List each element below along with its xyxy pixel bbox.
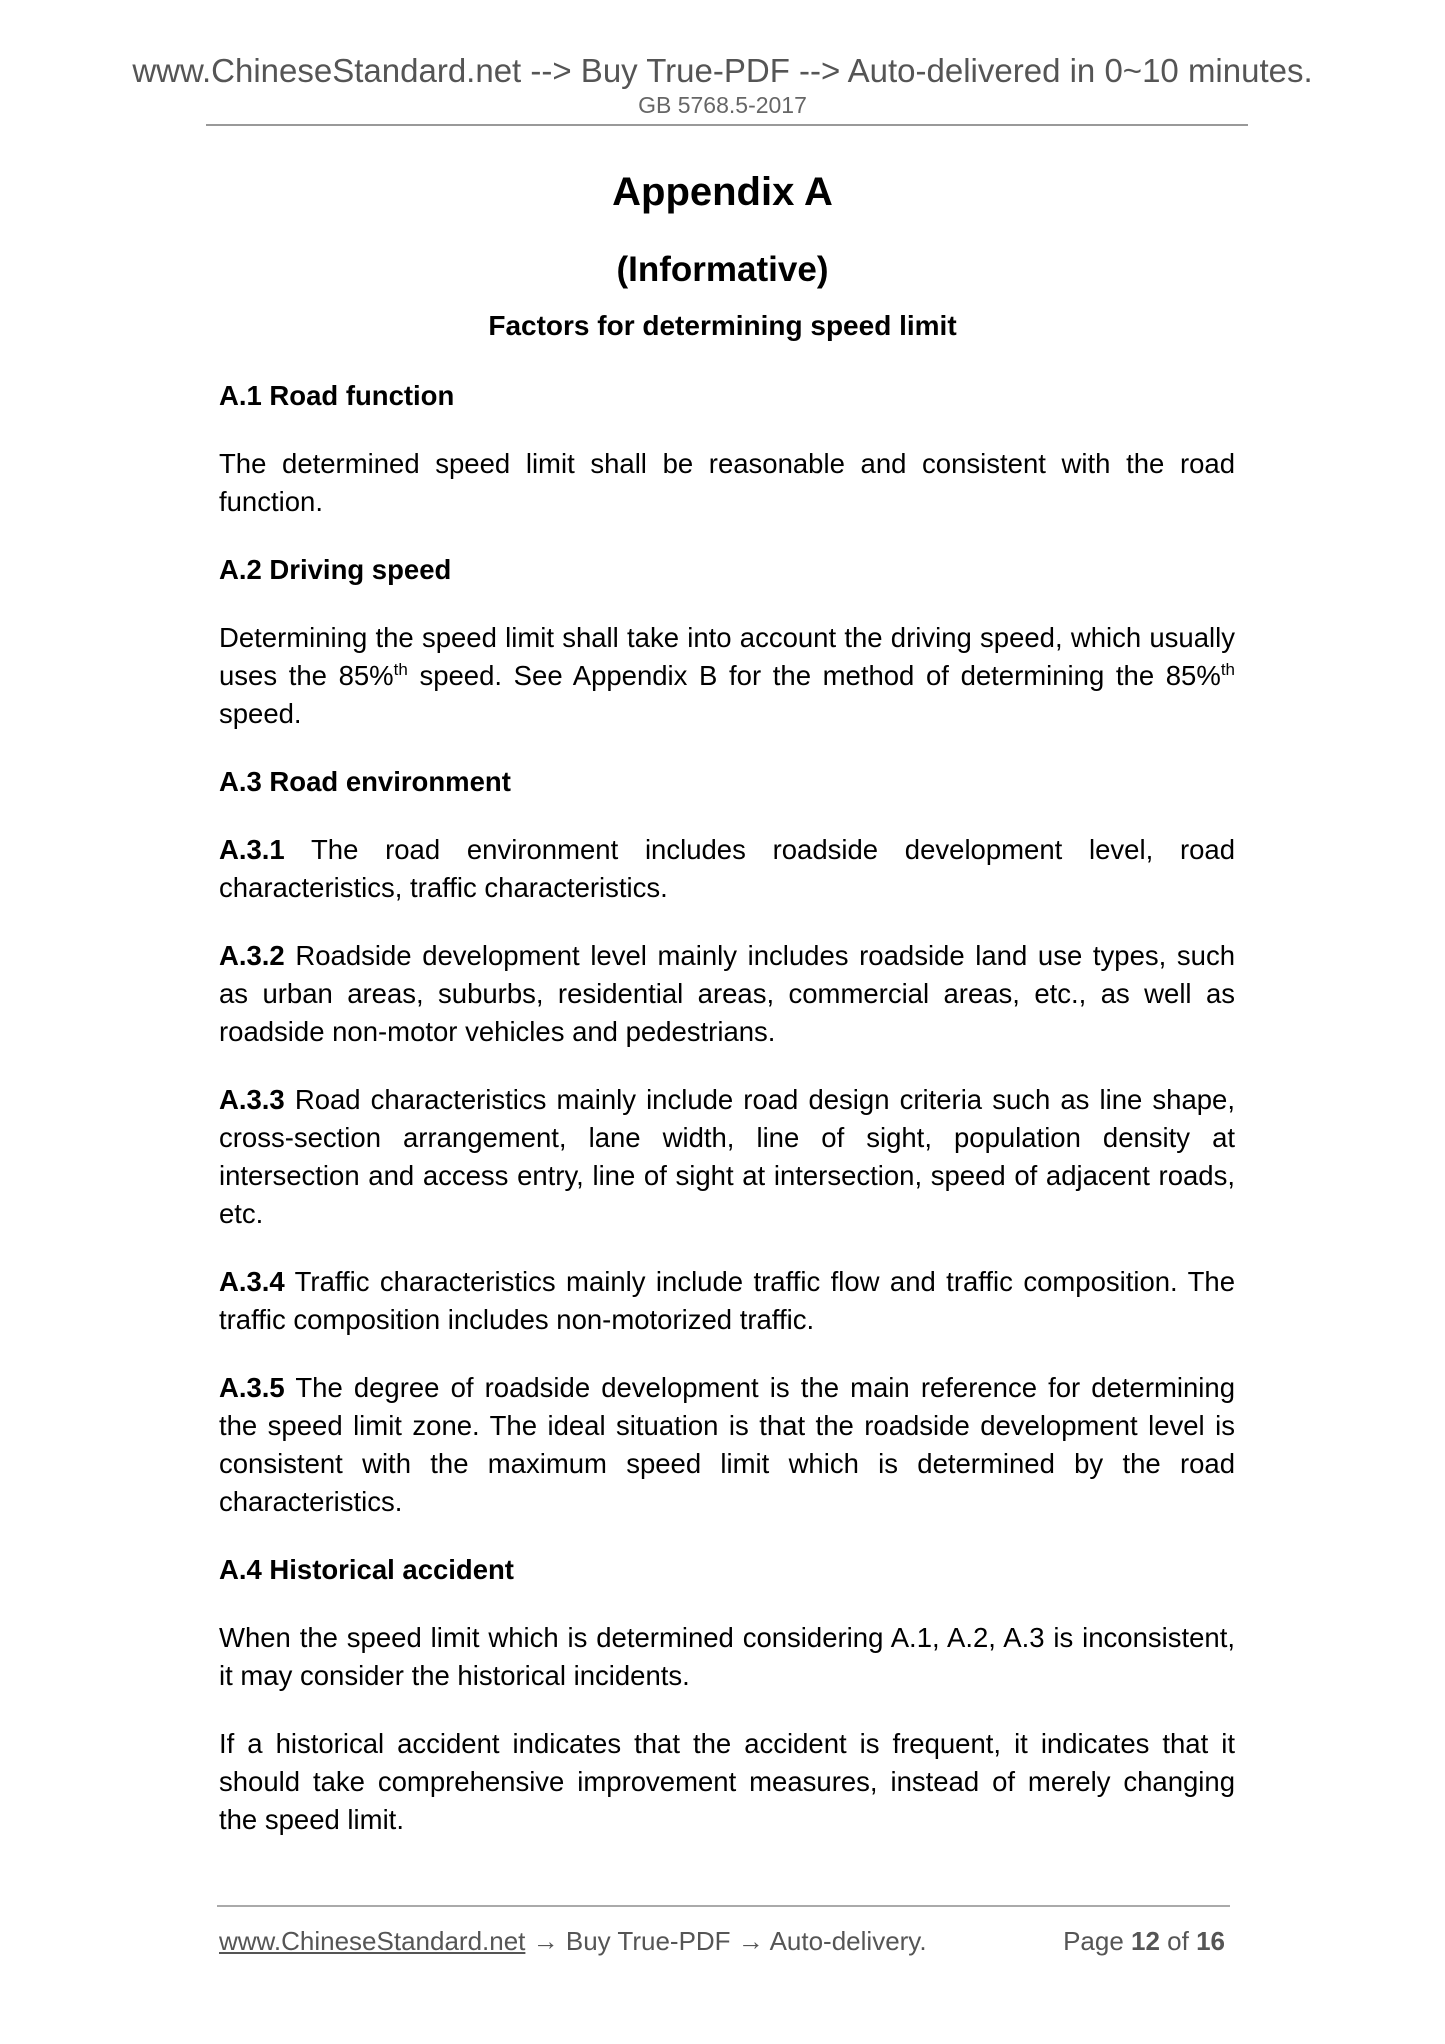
section-heading-a3: A.3 Road environment bbox=[219, 766, 511, 797]
text-run: speed. See Appendix B for the method of determining the 85% bbox=[407, 660, 1221, 691]
text-run: Determining the speed limit shall take into account the driving speed, which usually uses the 85% bbox=[219, 622, 1235, 691]
superscript: th bbox=[393, 659, 408, 679]
standard-number: GB 5768.5-2017 bbox=[638, 92, 807, 118]
page-label: Page bbox=[1063, 1926, 1132, 1956]
section-heading-a1: A.1 Road function bbox=[219, 380, 455, 411]
paragraph-a4-1: When the speed limit which is determined considering A.1, A.2, A.3 is inconsistent, it may consider the historical incidents. bbox=[219, 1622, 1235, 1691]
paragraph-a4-2: If a historical accident indicates that the accident is frequent, it indicates that it should take comprehensive improvement measures, instead of merely changing the speed limit. bbox=[219, 1728, 1235, 1835]
footer-link[interactable]: www.ChineseStandard.net bbox=[219, 1926, 526, 1956]
header-banner: www.ChineseStandard.net --> Buy True-PDF --> Auto-delivered in 0~10 minutes. bbox=[132, 52, 1313, 89]
document-body bbox=[219, 377, 1235, 1869]
header-divider bbox=[206, 124, 1248, 126]
clause-text: The road environment includes roadside development level, road characteristics, traffic characteristics. bbox=[219, 834, 1235, 903]
clause-a3-1 bbox=[219, 831, 1235, 907]
page-of: of bbox=[1159, 1926, 1197, 1956]
section-heading-a2: A.2 Driving speed bbox=[219, 554, 452, 585]
appendix-type: (Informative) bbox=[616, 250, 829, 289]
total-pages: 16 bbox=[1196, 1926, 1225, 1956]
page-number bbox=[1063, 1926, 1225, 1957]
clause-number: A.3.1 bbox=[219, 834, 285, 865]
clause-number: A.3.2 bbox=[219, 940, 285, 971]
current-page: 12 bbox=[1131, 1926, 1160, 1956]
clause-text: Road characteristics mainly include road design criteria such as line shape, cross-section arrangement, lane width, line of sight, population density at intersection and access entry, line of sight at intersection, speed of adjacent roads, etc. bbox=[219, 1084, 1235, 1229]
clause-a3-4 bbox=[219, 1263, 1235, 1339]
appendix-title: Appendix A bbox=[612, 170, 833, 214]
footer-divider bbox=[217, 1905, 1230, 1907]
section-heading-a4: A.4 Historical accident bbox=[219, 1554, 514, 1585]
paragraph-a1: The determined speed limit shall be reasonable and consistent with the road function. bbox=[219, 448, 1235, 517]
appendix-subtitle: Factors for determining speed limit bbox=[488, 310, 957, 341]
clause-text: Roadside development level mainly includes roadside land use types, such as urban areas, suburbs, residential areas, commercial areas, etc., as well as roadside non-motor vehicles and pedestrians. bbox=[219, 940, 1235, 1047]
clause-text: Traffic characteristics mainly include traffic flow and traffic composition. The traffic composition includes non-motorized traffic. bbox=[219, 1266, 1235, 1335]
clause-a3-3 bbox=[219, 1081, 1235, 1233]
clause-a3-5 bbox=[219, 1369, 1235, 1521]
clause-number: A.3.3 bbox=[219, 1084, 285, 1115]
superscript: th bbox=[1220, 659, 1235, 679]
text-run: speed. bbox=[219, 698, 302, 729]
footer-tail: → Buy True-PDF → Auto-delivery. bbox=[525, 1926, 927, 1956]
clause-a3-2 bbox=[219, 937, 1235, 1051]
footer-text bbox=[219, 1926, 927, 1957]
paragraph-a2 bbox=[219, 619, 1235, 733]
clause-text: The degree of roadside development is the main reference for determining the speed limit zone. The ideal situation is that the roadside development level is consistent with the maximum speed limit which is determined by the road characteristics. bbox=[219, 1372, 1235, 1517]
clause-number: A.3.4 bbox=[219, 1266, 285, 1297]
clause-number: A.3.5 bbox=[219, 1372, 285, 1403]
